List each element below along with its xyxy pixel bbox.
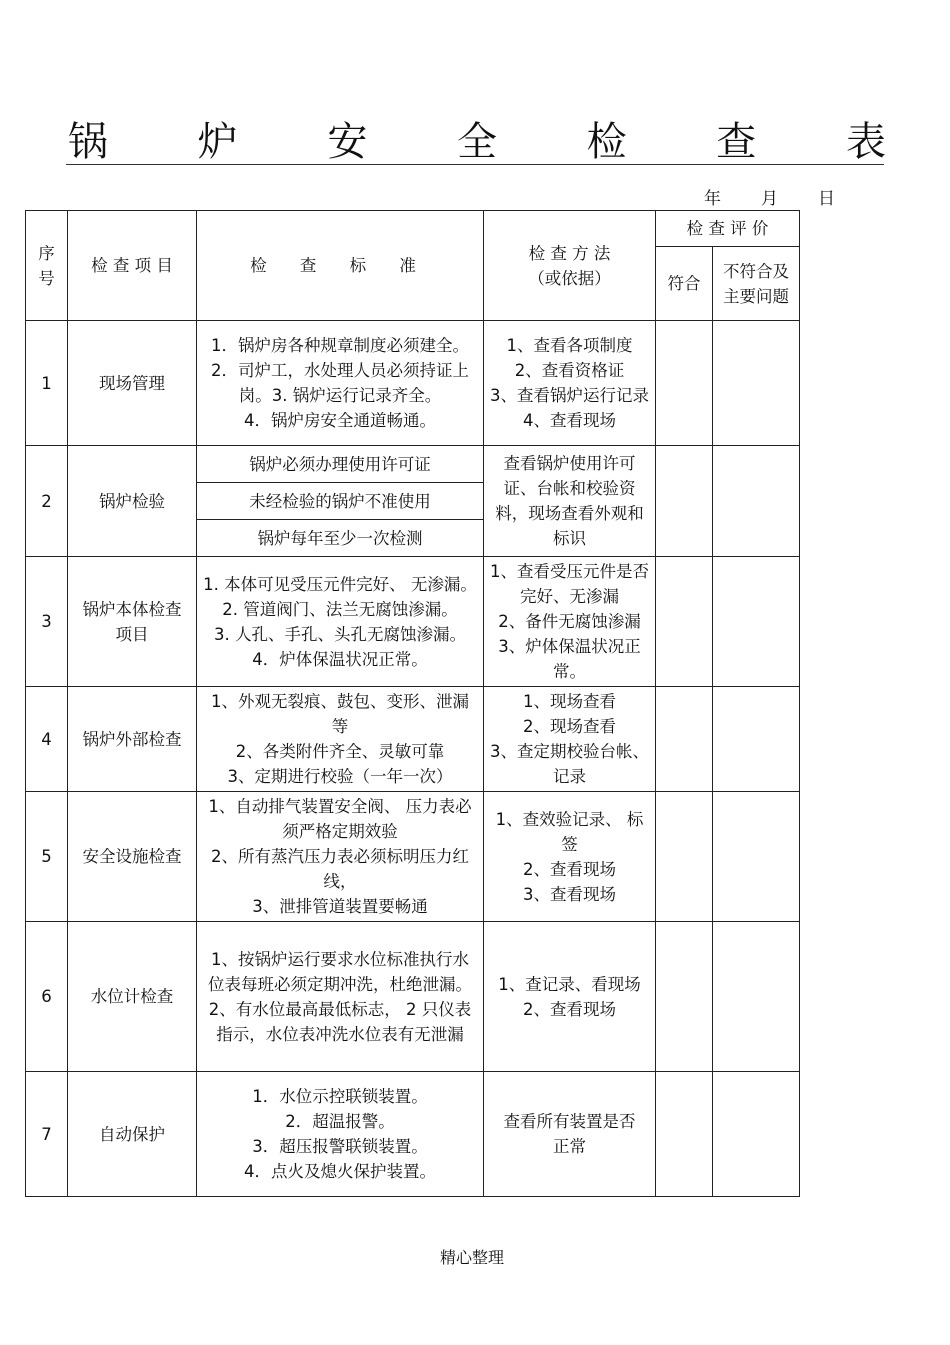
conform-cell[interactable] [656,321,713,446]
conform-cell[interactable] [656,792,713,922]
method-line: 3、查看现场 [523,884,616,904]
header-method [484,211,656,321]
table-row [26,321,800,446]
row-method [484,922,656,1072]
date-day: 日 [818,189,835,209]
row-item: 自动保护 [68,1072,197,1197]
row-seq: 6 [26,922,68,1072]
method-line: 4、查看现场 [523,411,616,430]
row-item: 水位计检查 [68,922,197,1072]
title-char: 表 [845,118,886,165]
nonconform-cell[interactable] [713,321,800,446]
footer-note: 精心整理 [439,1248,504,1267]
nonconform-cell[interactable] [713,792,800,922]
row-method [484,557,656,687]
table-row [26,557,800,687]
method-line: 2、查看现场 [523,999,616,1019]
standard-line: 4．点火及熄火保护装置。 [244,1162,436,1181]
header-row [26,211,800,247]
standard-line: 1. 本体可见受压元件完好、 无渗漏。 [203,574,477,594]
method-line: 3、查定期校验台帐、记录 [490,742,649,786]
row-standard: 锅炉必须办理使用许可证 [197,446,484,483]
standard-line: 1、外观无裂痕、鼓包、变形、泄漏等 [211,692,469,736]
table-row [26,446,800,483]
conform-cell[interactable] [656,687,713,792]
row-method: 查看所有装置是否正常 [484,1072,656,1197]
method-line: 2、查看现场 [523,859,616,879]
conform-cell[interactable] [656,1072,713,1197]
method-line: 1、查看各项制度 [506,336,633,355]
row-standard [197,557,484,687]
row-seq: 3 [26,557,68,687]
method-line: 1、查记录、看现场 [498,974,641,994]
row-item: 锅炉检验 [68,446,197,557]
row-method: 查看锅炉使用许可证、台帐和校验资料，现场查看外观和标识 [484,446,656,557]
header-conform: 符合 [656,247,713,321]
table-row [26,792,800,922]
title-char: 全 [456,118,497,165]
title-char: 炉 [197,118,238,165]
header-method-line1: 检 查 方 法 [528,243,611,263]
row-standard [197,321,484,446]
row-method [484,792,656,922]
row-seq: 1 [26,321,68,446]
standard-line: 3、泄排管道装置要畅通 [252,897,428,916]
title-char: 查 [716,118,757,165]
title-underline [66,164,884,165]
nonconform-cell[interactable] [713,557,800,687]
standard-line: 2、有水位最高最低标志， 2 只仪表指示，水位表冲洗水位表有无泄漏 [208,999,472,1044]
date-year: 年 [704,189,721,209]
standard-line: 1．锅炉房各种规章制度必须建全。2．司炉工，水处理人员必须持证上岗。3. 锅炉运行记录齐全。 [211,336,469,405]
row-standard: 未经检验的锅炉不准使用 [197,483,484,520]
method-line: 3、查看锅炉运行记录 [490,386,649,405]
header-item: 检 查 项 目 [68,211,197,321]
table-row [26,922,800,1072]
row-item: 安全设施检查 [68,792,197,922]
row-standard [197,792,484,922]
method-line: 2、查看资格证 [514,361,625,380]
method-line: 3、炉体保温状况正常。 [498,637,641,681]
standard-line: 2．超温报警。 [285,1112,395,1131]
method-line: 1、查效验记录、 标签 [495,809,644,854]
nonconform-cell[interactable] [713,922,800,1072]
table-row [26,687,800,792]
header-standard: 检 查 标 准 [197,211,484,321]
row-standard: 锅炉每年至少一次检测 [197,520,484,557]
standard-line: 2. 管道阀门、法兰无腐蚀渗漏。 [222,599,458,619]
row-method [484,687,656,792]
header-seq: 序号 [26,211,68,321]
row-seq: 2 [26,446,68,557]
standard-line: 4．锅炉房安全通道畅通。 [244,411,436,430]
standard-line: 3．超压报警联锁装置。 [252,1137,428,1156]
row-standard [197,1072,484,1197]
row-item: 现场管理 [68,321,197,446]
method-line: 2、现场查看 [523,717,616,736]
nonconform-cell[interactable] [713,1072,800,1197]
header-evaluation: 检 查 评 价 [656,211,800,247]
row-item: 锅炉外部检查 [68,687,197,792]
document-title [68,112,886,164]
conform-cell[interactable] [656,922,713,1072]
row-seq: 4 [26,687,68,792]
conform-cell[interactable] [656,557,713,687]
row-standard [197,687,484,792]
standard-line: 3. 人孔、手孔、头孔无腐蚀渗漏。 [214,624,466,644]
title-char: 锅 [68,118,108,165]
title-char: 检 [586,118,627,165]
header-nonconform: 不符合及主要问题 [713,247,800,321]
table-row [26,1072,800,1197]
title-char: 安 [327,118,368,165]
nonconform-cell[interactable] [713,446,800,557]
method-line: 1、现场查看 [523,692,616,711]
nonconform-cell[interactable] [713,687,800,792]
header-method-line2: （或依据） [528,268,611,288]
standard-line: 1、按锅炉运行要求水位标准执行水位表每班必须定期冲洗，杜绝泄漏。 [208,949,472,994]
method-line: 2、备件无腐蚀渗漏 [498,612,641,631]
row-seq: 5 [26,792,68,922]
conform-cell[interactable] [656,446,713,557]
standard-line: 3、定期进行校验（一年一次） [227,767,453,786]
row-method [484,321,656,446]
standard-line: 1．水位示控联锁装置。 [252,1087,428,1106]
date-line [704,184,835,209]
standard-line: 4．炉体保温状况正常。 [252,649,428,669]
method-line: 1、查看受压元件是否完好、无渗漏 [490,562,649,606]
standard-line: 2、各类附件齐全、灵敏可靠 [235,742,445,761]
row-seq: 7 [26,1072,68,1197]
row-item: 锅炉本体检查项目 [68,557,197,687]
date-month: 月 [761,189,778,209]
standard-line: 2、所有蒸汽压力表必须标明压力红线， [211,847,469,891]
standard-line: 1、自动排气装置安全阀、 压力表必须严格定期效验 [208,797,472,841]
row-standard [197,922,484,1072]
inspection-table [25,210,800,1197]
